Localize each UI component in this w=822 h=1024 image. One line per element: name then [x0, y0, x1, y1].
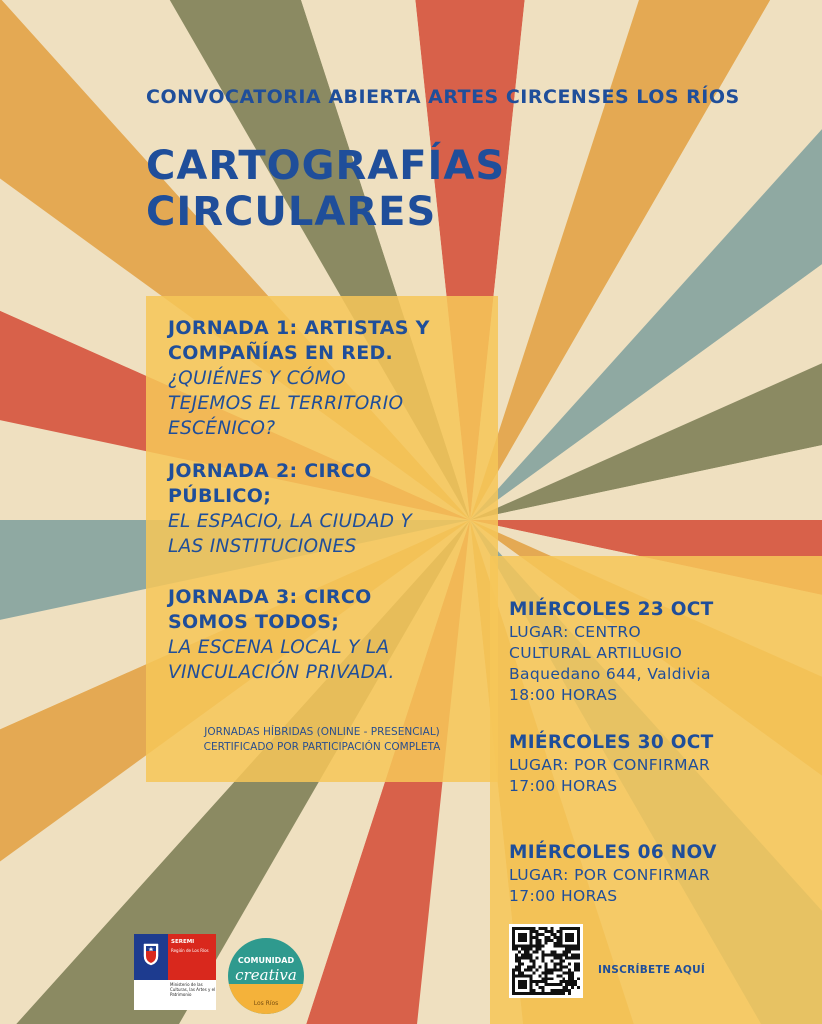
jornada-3 — [168, 585, 488, 685]
jornada-2 — [168, 459, 488, 559]
page-title — [146, 143, 505, 235]
date-2-heading: MIÉRCOLES 30 OCT — [509, 732, 714, 753]
title-line-1: CARTOGRAFÍAS — [146, 143, 506, 189]
seremi-title: SEREMI — [171, 939, 195, 945]
date-block-3 — [509, 841, 809, 907]
jornada-1-heading: JORNADA 1: ARTISTAS Y — [168, 317, 430, 339]
date-block-2 — [509, 731, 809, 797]
date-1-line-4: 18:00 HORAS — [509, 686, 618, 704]
chile-crest-icon — [142, 942, 160, 966]
date-1-line-1: LUGAR: CENTRO — [509, 623, 642, 641]
qr-code[interactable] — [509, 924, 583, 998]
jornada-1-subtitle: ¿QUIÉNES Y CÓMO — [168, 368, 346, 389]
date-1-heading: MIÉRCOLES 23 OCT — [509, 599, 714, 620]
title-line-2: CIRCULARES — [146, 189, 437, 235]
comunidad-label-1: COMUNIDAD — [237, 956, 295, 965]
jornada-1-subtitle-2: TEJEMOS EL TERRITORIO — [168, 393, 404, 414]
jornada-2-subtitle: EL ESPACIO, LA CIUDAD Y — [168, 511, 413, 532]
jornada-3-subtitle: LA ESCENA LOCAL Y LA — [168, 637, 390, 658]
jornada-2-heading: JORNADA 2: CIRCO — [168, 460, 372, 482]
date-block-1 — [509, 598, 809, 706]
seremi-region: Región de Los Ríos — [171, 948, 209, 953]
date-3-line-1: LUGAR: POR CONFIRMAR — [509, 866, 711, 884]
date-3-heading: MIÉRCOLES 06 NOV — [509, 842, 717, 863]
comunidad-label-2: creativa — [235, 966, 297, 984]
jornada-1 — [168, 316, 488, 441]
jornada-1-heading-2: COMPAÑÍAS EN RED. — [168, 342, 394, 364]
seremi-logo — [134, 934, 216, 1010]
date-1-line-2: CULTURAL ARTILUGIO — [509, 644, 683, 662]
hybrid-note-line-1: JORNADAS HÍBRIDAS (ONLINE - PRESENCIAL) — [204, 726, 440, 738]
date-2-line-1: LUGAR: POR CONFIRMAR — [509, 756, 711, 774]
date-3-line-2: 17:00 HORAS — [509, 887, 618, 905]
call-kicker: CONVOCATORIA ABIERTA ARTES CIRCENSES LOS RÍOS — [146, 86, 740, 108]
hybrid-note-line-2: CERTIFICADO POR PARTICIPACIÓN COMPLETA — [203, 741, 441, 753]
comunidad-label-3: Los Ríos — [253, 1000, 279, 1007]
hybrid-note — [146, 725, 498, 755]
comunidad-creativa-logo — [228, 938, 306, 1016]
date-1-line-3: Baquedano 644, Valdivia — [509, 665, 711, 683]
jornada-2-heading-2: PÚBLICO; — [168, 485, 272, 507]
jornada-3-heading: JORNADA 3: CIRCO — [168, 586, 372, 608]
register-label[interactable]: INSCRÍBETE AQUÍ — [598, 964, 706, 976]
jornada-3-heading-2: SOMOS TODOS; — [168, 611, 340, 633]
jornada-2-subtitle-2: LAS INSTITUCIONES — [168, 536, 357, 557]
date-2-line-2: 17:00 HORAS — [509, 777, 618, 795]
jornada-1-subtitle-3: ESCÉNICO? — [168, 418, 276, 439]
jornada-3-subtitle-2: VINCULACIÓN PRIVADA. — [168, 662, 395, 683]
seremi-ministry: Ministerio de las Culturas, las Artes y el Patrimonio — [170, 982, 216, 997]
